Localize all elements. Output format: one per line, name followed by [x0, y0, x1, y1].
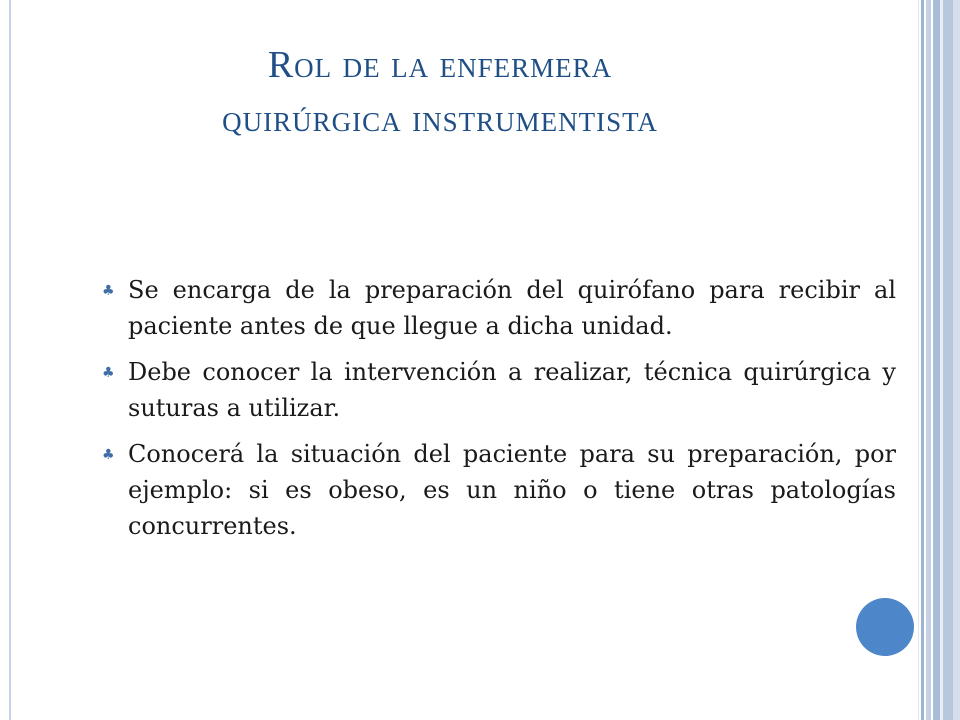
bullet-text: Debe conocer la intervención a realizar, técnica quirúrgica y suturas a utilizar. [128, 358, 896, 422]
bullet-item [98, 354, 896, 426]
club-bullet-icon: ♣ [102, 447, 115, 463]
bullet-text: Se encarga de la preparación del quirófano para recibir al paciente antes de que llegue a dicha unidad. [128, 276, 896, 340]
bullet-text: Conocerá la situación del paciente para su preparación, por ejemplo: si es obeso, es un niño o tiene otras patologías concurrentes. [128, 440, 896, 540]
accent-circle [856, 598, 914, 656]
club-bullet-icon: ♣ [102, 365, 115, 381]
bullet-item [98, 272, 896, 344]
right-decorative-stripes [918, 0, 960, 720]
slide-title-line-2: quirúrgica instrumentista [222, 98, 658, 140]
bullet-list [98, 272, 896, 554]
bullet-item [98, 436, 896, 544]
club-bullet-icon: ♣ [102, 283, 115, 299]
slide-title [60, 38, 820, 146]
left-decorative-line [9, 0, 11, 720]
slide-title-line-1: Rol de la enfermera [267, 44, 613, 86]
